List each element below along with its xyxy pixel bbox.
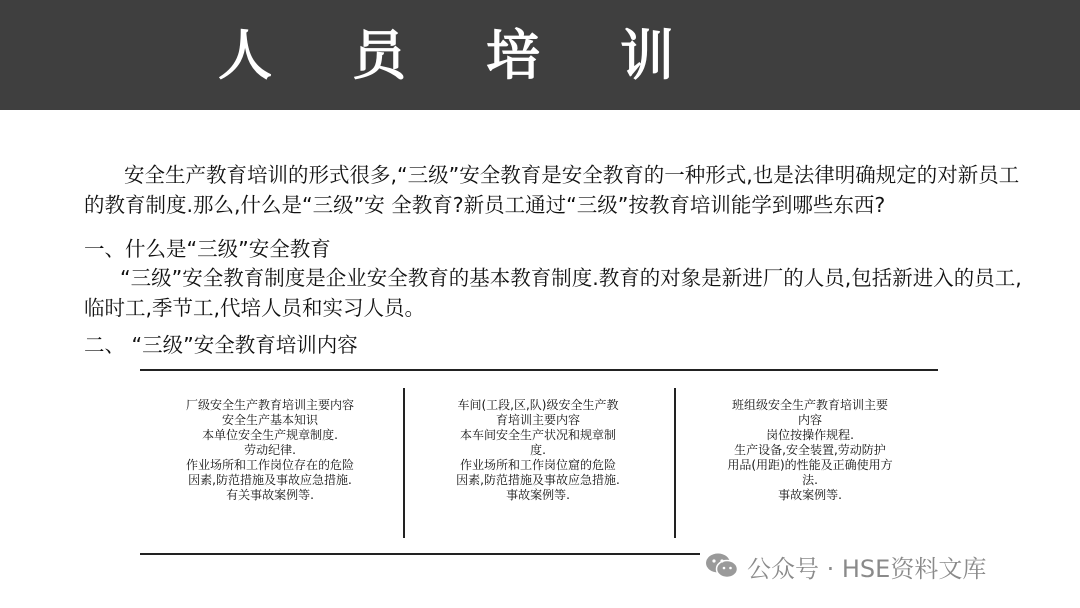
column-line: 事故案例等. <box>778 488 842 502</box>
column-line: 本单位安全生产规章制度. <box>202 428 338 442</box>
table-bottom-rule <box>140 553 700 555</box>
column-line: 内容 <box>797 413 822 427</box>
column-line: 岗位按操作规程. <box>766 428 854 442</box>
column-line: 育培训主要内容 <box>495 413 580 427</box>
column-divider-1 <box>403 388 405 538</box>
column-divider-2 <box>674 388 676 538</box>
column-line: 车间(工段,区,队)级安全生产教 <box>457 398 619 412</box>
wechat-icon <box>705 552 739 580</box>
column-line: 作业场所和工作岗位存在的危险 <box>185 458 354 472</box>
header-bar <box>0 0 1080 110</box>
column-line: 安全生产基本知识 <box>221 413 318 427</box>
column-line: 因素,防范措施及事故应急措施. <box>456 473 620 487</box>
column-line: 作业场所和工作岗位窟的危险 <box>459 458 616 472</box>
column-line: 有关事故案例等. <box>226 488 314 502</box>
column-line: 度. <box>530 443 546 457</box>
column-line: 厂级安全生产教育培训主要内容 <box>185 398 354 412</box>
watermark-text: 公众号 · HSE资料文库 <box>747 554 987 583</box>
column-line: 班组级安全生产教育培训主要 <box>731 398 888 412</box>
column-line: 劳动纪律. <box>244 443 296 457</box>
team-level-column <box>690 398 930 503</box>
column-line: 用品(用距)的性能及正确使用方 <box>727 458 893 472</box>
column-line: 事故案例等. <box>506 488 570 502</box>
workshop-level-column <box>418 398 658 503</box>
column-line: 生产设备,安全装置,劳动防护 <box>734 443 886 457</box>
page-title: 人员培训 <box>218 24 754 87</box>
column-line: 法. <box>802 473 818 487</box>
section-2-heading: 二、 “三级”安全教育培训内容 <box>84 333 358 357</box>
watermark <box>705 550 986 582</box>
intro-paragraph: 安全生产教育培训的形式很多,“三级”安全教育是安全教育的一种形式,也是法律明确规定的对新员工的教育制度.那么,什么是“三级”安 全教育?新员工通过“三级”按教育培训能学到哪些东西? <box>84 163 1020 217</box>
factory-level-column <box>150 398 390 503</box>
section-1-body: “三级”安全教育制度是企业安全教育的基本教育制度.教育的对象是新进厂的人员,包括新进入的员工,临时工,季节工,代培人员和实习人员。 <box>84 266 1022 320</box>
column-line: 本车间安全生产状况和规章制 <box>459 428 616 442</box>
section-1-heading: 一、什么是“三级”安全教育 <box>84 237 331 261</box>
table-top-rule <box>140 369 938 371</box>
column-line: 因素,防范措施及事故应急措施. <box>188 473 352 487</box>
